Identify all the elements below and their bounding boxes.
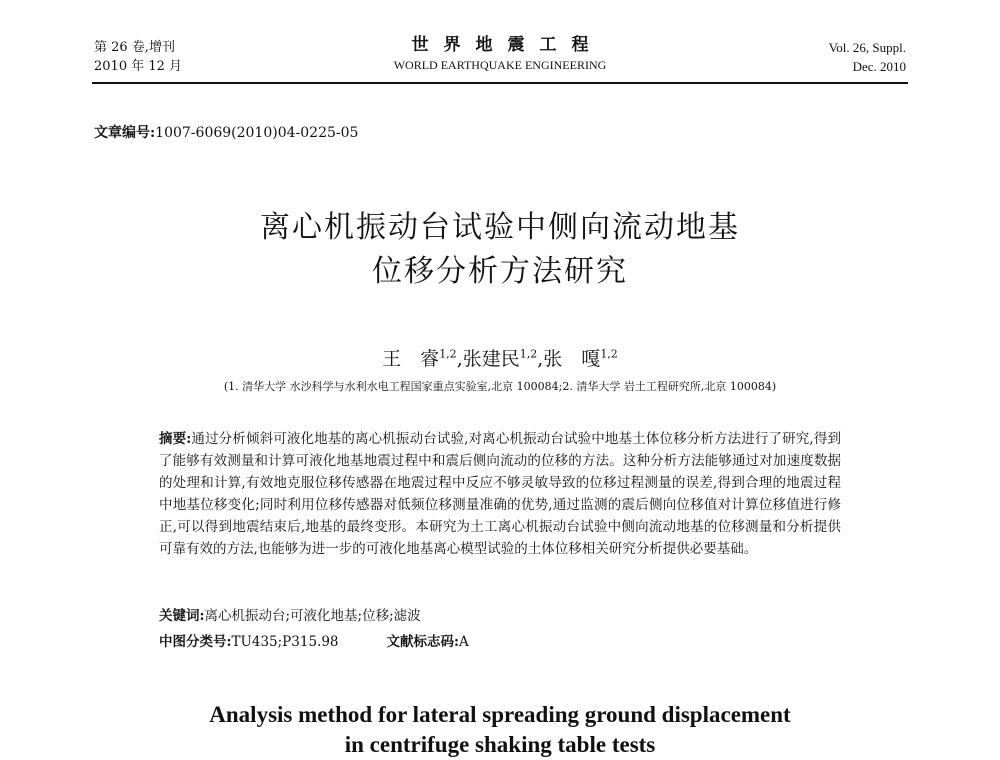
author-list [0, 344, 1000, 371]
author-separator: , [456, 348, 463, 370]
author-affiliations: (1. 清华大学 水沙科学与水利水电工程国家重点实验室,北京 100084;2. 清华大学 岩土工程研究所,北京 100084) [223, 380, 777, 393]
author-affiliation-mark: 1,2 [439, 347, 457, 361]
article-number-value: 1007-6069(2010)04-0225-05 [155, 125, 359, 141]
journal-name-en: WORLD EARTHQUAKE ENGINEERING [393, 58, 607, 72]
keywords-text: 离心机振动台;可液化地基;位移;滤波 [204, 608, 421, 624]
header-volume-info [94, 38, 182, 76]
paper-title-cn-line1: 离心机振动台试验中侧向流动地基 [260, 210, 740, 245]
doc-code-label: 文献标志码: [386, 634, 459, 650]
abstract-text: 通过分析倾斜可液化地基的离心机振动台试验,对离心机振动台试验中地基土体位移分析方法进行了研究,得到了能够有效测量和计算可液化地基地震过程中和震后侧向流动的位移的方法。这种分析方法能够通过对加速度数据的处理和计算,有效地克服位移传感器在地震过程中反应不够灵敏导致的位移过程测量的误差,得到合理的地震过程中地基位移变化;同时利用位移传感器对低频位移测量准确的优势,通过监测的震后侧向位移值对计算位移值进行修正,可以得到地震结束后,地基的最终变形。本研究为土工离心机振动台试验中侧向流动地基的位移测量和分析提供可靠有效的方法,也能够为进一步的可液化地基离心模型试验的土体位移相关研究分析提供必要基础。 [159, 431, 841, 557]
article-number-label: 文章编号: [94, 125, 156, 141]
journal-name-cn: 世界地震工程 [411, 35, 604, 55]
keywords-label: 关键词: [159, 608, 205, 624]
volume-issue-en: Vol. 26, Suppl. [828, 40, 906, 55]
publication-date-en: Dec. 2010 [852, 59, 906, 74]
paper-title-cn [0, 206, 1000, 294]
keywords [159, 604, 421, 624]
doc-code-value: A [459, 634, 469, 650]
classification-codes [159, 630, 469, 650]
paper-title-en-line1: Analysis method for lateral spreading ground displacement [209, 702, 791, 727]
author-affiliation-mark: 1,2 [519, 347, 538, 361]
journal-name [300, 34, 700, 74]
author-name: 张建民 [462, 348, 520, 370]
volume-issue: 第 26 卷,增刊 [94, 40, 175, 55]
author-name: 王 睿 [382, 348, 440, 370]
clc-label: 中图分类号: [159, 634, 232, 650]
paper-title-en [0, 700, 1000, 760]
author-name: 张 嘎 [543, 348, 601, 370]
publication-date-cn: 2010 年 12 月 [94, 59, 183, 74]
author-affiliation-mark: 1,2 [600, 347, 618, 361]
article-number [94, 122, 358, 142]
header-divider [92, 82, 908, 84]
header-volume-info-en [829, 38, 906, 76]
abstract [159, 428, 841, 560]
author-separator: , [537, 348, 544, 370]
clc-value: TU435;P315.98 [231, 634, 339, 650]
paper-title-cn-line2: 位移分析方法研究 [372, 254, 628, 289]
abstract-label: 摘要: [159, 431, 192, 447]
paper-title-en-line2: in centrifuge shaking table tests [344, 732, 656, 757]
